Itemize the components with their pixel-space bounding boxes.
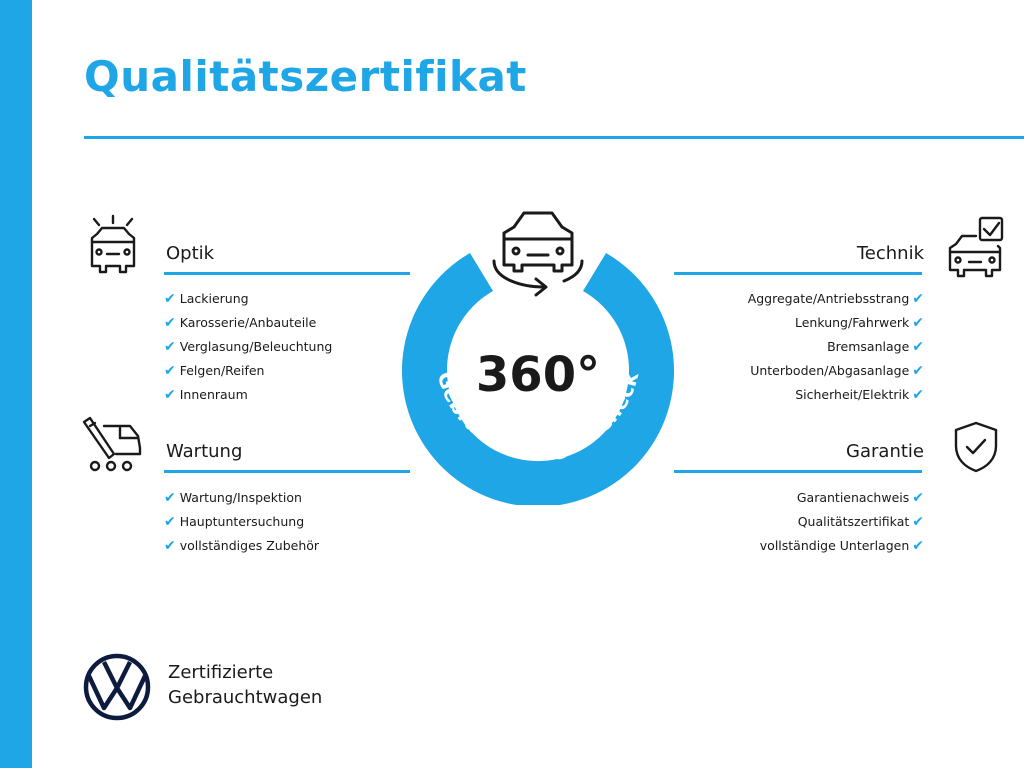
- technik-list: [748, 287, 924, 407]
- list-item: Lenkung/Fahrwerk ✔: [795, 315, 924, 331]
- check-icon: ✔: [164, 315, 176, 331]
- check-icon: ✔: [912, 339, 924, 355]
- list-item: Garantienachweis ✔: [796, 490, 924, 506]
- wartung-list: [164, 486, 319, 558]
- optik-divider: [164, 272, 410, 275]
- list-item: Aggregate/Antriebsstrang ✔: [747, 291, 924, 307]
- wartung-title: Wartung: [166, 441, 243, 462]
- technik-divider: [674, 272, 922, 275]
- list-item: ✔ Karosserie/Anbauteile: [164, 315, 317, 331]
- list-item: Unterboden/Abgasanlage ✔: [750, 363, 924, 379]
- list-item: Bremsanlage ✔: [827, 339, 924, 355]
- car-rotate-icon: [494, 213, 582, 295]
- check-icon: ✔: [912, 315, 924, 331]
- list-item: ✔ Lackierung: [164, 291, 249, 307]
- page-title: Qualitätszertifikat: [84, 52, 527, 101]
- list-item: vollständige Unterlagen ✔: [759, 538, 924, 554]
- check-icon: ✔: [164, 490, 176, 506]
- list-item: ✔ Wartung/Inspektion: [164, 490, 302, 506]
- check-icon: ✔: [164, 387, 176, 403]
- check-icon: ✔: [912, 514, 924, 530]
- list-item: ✔ vollständiges Zubehör: [164, 538, 320, 554]
- optik-title: Optik: [166, 243, 215, 264]
- check-icon: ✔: [912, 387, 924, 403]
- brand-line-1: Zertifizierte: [168, 662, 274, 683]
- check-icon: ✔: [164, 339, 176, 355]
- list-item: ✔ Verglasung/Beleuchtung: [164, 339, 333, 355]
- check-icon: ✔: [912, 291, 924, 307]
- optik-list: [164, 287, 332, 407]
- list-item: ✔ Hauptuntersuchung: [164, 514, 305, 530]
- car-checkbox-icon: [942, 214, 1008, 278]
- center-big-label: 360°: [475, 347, 601, 403]
- garantie-title: Garantie: [846, 441, 924, 462]
- check-icon: ✔: [164, 538, 176, 554]
- check-360-badge: [402, 205, 674, 505]
- arc-label-path: Gebrauchtwagen-Check: [432, 369, 644, 463]
- car-front-icon: [80, 214, 146, 278]
- check-icon: ✔: [164, 514, 176, 530]
- list-item: ✔ Felgen/Reifen: [164, 363, 265, 379]
- garantie-divider: [674, 470, 922, 473]
- brand-text: [168, 660, 322, 710]
- check-icon: ✔: [164, 291, 176, 307]
- brand-line-2: Gebrauchtwagen: [168, 687, 323, 708]
- garantie-list: [760, 486, 924, 558]
- title-divider: [84, 136, 1024, 139]
- check-icon: ✔: [164, 363, 176, 379]
- list-item: Qualitätszertifikat ✔: [797, 514, 924, 530]
- vw-logo-icon: [82, 652, 152, 722]
- check-icon: ✔: [912, 490, 924, 506]
- left-accent-bar: [0, 0, 32, 768]
- shield-check-icon: [952, 420, 1000, 474]
- check-icon: ✔: [912, 363, 924, 379]
- check-icon: ✔: [912, 538, 924, 554]
- wartung-divider: [164, 470, 410, 473]
- list-item: Sicherheit/Elektrik ✔: [795, 387, 924, 403]
- technik-title: Technik: [856, 243, 924, 264]
- service-van-icon: [80, 414, 146, 474]
- list-item: ✔ Innenraum: [164, 387, 248, 403]
